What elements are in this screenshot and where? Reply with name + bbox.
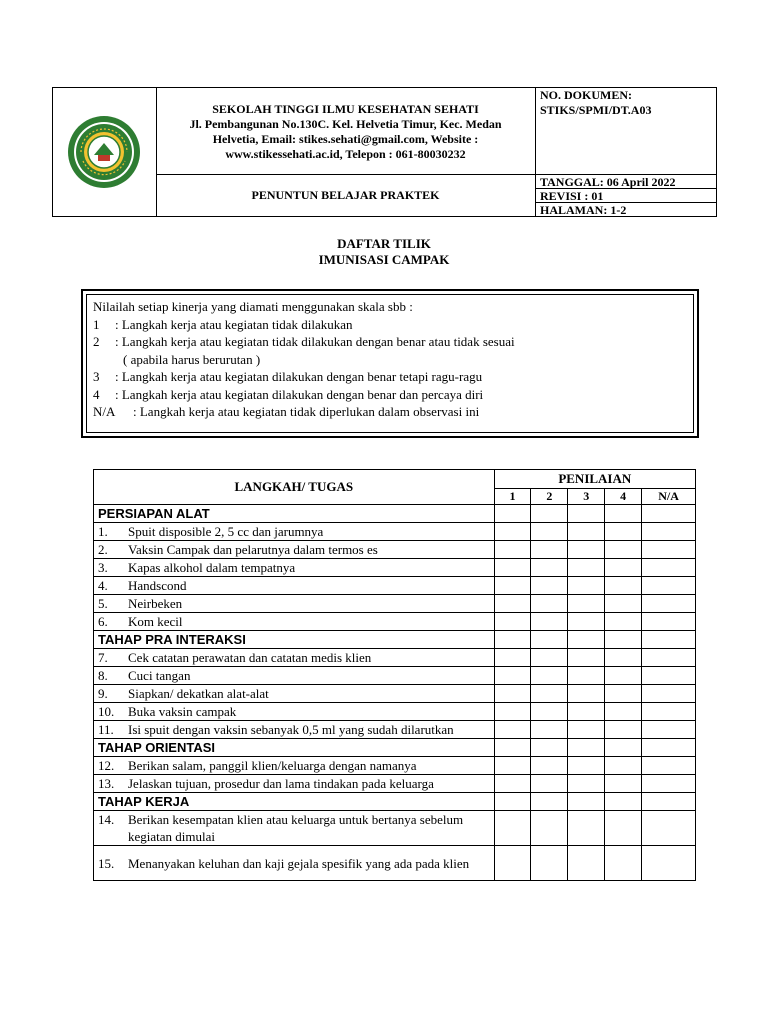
- task-text: Buka vaksin campak: [128, 703, 237, 719]
- score-cell[interactable]: [642, 667, 696, 685]
- score-cell[interactable]: [568, 793, 605, 811]
- scale-key: N/A: [93, 404, 116, 419]
- score-col-na: N/A: [642, 489, 696, 505]
- score-cell[interactable]: [494, 631, 531, 649]
- task-cell: [94, 613, 495, 631]
- task-text: Kom kecil: [128, 613, 183, 629]
- score-cell[interactable]: [568, 559, 605, 577]
- table-row: [94, 811, 696, 846]
- document-header: [52, 87, 717, 217]
- score-cell[interactable]: [531, 685, 568, 703]
- task-number: 3.: [98, 559, 108, 575]
- score-cell[interactable]: [494, 739, 531, 757]
- score-cell[interactable]: [494, 559, 531, 577]
- score-cell[interactable]: [605, 577, 642, 595]
- doc-title: PENUNTUN BELAJAR PRAKTEK: [156, 175, 536, 216]
- score-cell[interactable]: [568, 595, 605, 613]
- task-number: 6.: [98, 613, 108, 629]
- score-cell[interactable]: [605, 846, 642, 881]
- section-title: PERSIAPAN ALAT: [94, 505, 495, 523]
- task-cell: [94, 649, 495, 667]
- score-col-3: 3: [568, 489, 605, 505]
- table-row: [94, 846, 696, 881]
- scale-intro: Nilailah setiap kinerja yang diamati menggunakan skala sbb :: [93, 299, 413, 314]
- score-col-2: 2: [531, 489, 568, 505]
- score-cell[interactable]: [568, 739, 605, 757]
- score-cell[interactable]: [642, 595, 696, 613]
- checklist-table: [93, 469, 696, 881]
- scale-text: : Langkah kerja atau kegiatan dilakukan dengan benar tetapi ragu-ragu: [115, 369, 483, 384]
- scale-item: [93, 351, 687, 369]
- score-cell[interactable]: [494, 613, 531, 631]
- table-row: [94, 775, 696, 793]
- score-cell[interactable]: [605, 613, 642, 631]
- task-number: 9.: [98, 685, 108, 701]
- score-cell[interactable]: [494, 649, 531, 667]
- doc-number-cell: [536, 88, 716, 175]
- section-row: [94, 505, 696, 523]
- task-number: 13.: [98, 775, 115, 791]
- score-cell[interactable]: [605, 703, 642, 721]
- scale-item: [93, 386, 687, 404]
- section-title: TAHAP ORIENTASI: [94, 739, 495, 757]
- score-cell[interactable]: [605, 631, 642, 649]
- score-cell[interactable]: [568, 523, 605, 541]
- score-cell[interactable]: [642, 811, 696, 846]
- score-cell[interactable]: [531, 739, 568, 757]
- score-col-1: 1: [494, 489, 531, 505]
- address-line-2: Helvetia, Email: stikes.sehati@gmail.com, Website :: [212, 132, 479, 146]
- task-cell: [94, 846, 495, 881]
- rating-scale-inner: [86, 294, 694, 433]
- col-score-header: PENILAIAN: [494, 470, 695, 489]
- table-row: [94, 523, 696, 541]
- task-text: Handscond: [128, 577, 187, 593]
- score-cell[interactable]: [642, 739, 696, 757]
- scale-key: 1: [93, 316, 100, 332]
- score-cell[interactable]: [494, 811, 531, 846]
- score-cell[interactable]: [494, 685, 531, 703]
- section-row: [94, 739, 696, 757]
- task-number: 5.: [98, 595, 108, 611]
- score-cell[interactable]: [605, 811, 642, 846]
- score-cell[interactable]: [568, 577, 605, 595]
- score-cell[interactable]: [531, 631, 568, 649]
- task-text: Kapas alkohol dalam tempatnya: [128, 559, 296, 575]
- scale-text: : Langkah kerja atau kegiatan tidak dilakukan dengan benar atau tidak sesuai: [115, 334, 515, 349]
- institution-name: SEKOLAH TINGGI ILMU KESEHATAN SEHATI: [212, 102, 479, 116]
- score-cell[interactable]: [605, 523, 642, 541]
- task-cell: [94, 685, 495, 703]
- score-cell[interactable]: [531, 775, 568, 793]
- scale-key: 4: [93, 386, 100, 402]
- score-cell[interactable]: [568, 757, 605, 775]
- checklist-title: DAFTAR TILIK: [337, 236, 431, 251]
- institution-logo: [67, 115, 141, 189]
- task-number: 11.: [98, 721, 114, 737]
- scale-item: [93, 333, 687, 351]
- score-cell[interactable]: [642, 577, 696, 595]
- col-task-header: LANGKAH/ TUGAS: [94, 470, 495, 505]
- score-cell[interactable]: [568, 541, 605, 559]
- address-line-3: www.stikessehati.ac.id, Telepon : 061-80030232: [225, 147, 466, 161]
- score-cell[interactable]: [642, 541, 696, 559]
- score-cell[interactable]: [531, 523, 568, 541]
- score-cell[interactable]: [605, 667, 642, 685]
- task-number: 1.: [98, 523, 108, 539]
- task-cell: [94, 757, 495, 775]
- task-number: 4.: [98, 577, 108, 593]
- institution-info: [156, 88, 536, 175]
- scale-item: [93, 368, 687, 386]
- score-cell[interactable]: [568, 811, 605, 846]
- scale-item: [93, 403, 687, 421]
- task-text: Cuci tangan: [128, 667, 191, 683]
- table-row: [94, 685, 696, 703]
- score-cell[interactable]: [642, 523, 696, 541]
- score-cell[interactable]: [642, 649, 696, 667]
- score-cell[interactable]: [642, 775, 696, 793]
- score-cell[interactable]: [568, 846, 605, 881]
- scale-text: : Langkah kerja atau kegiatan dilakukan dengan benar dan percaya diri: [115, 386, 484, 402]
- score-cell[interactable]: [568, 613, 605, 631]
- score-cell[interactable]: [605, 595, 642, 613]
- score-cell[interactable]: [642, 793, 696, 811]
- table-row: [94, 721, 696, 739]
- task-number: 12.: [98, 757, 115, 773]
- score-cell[interactable]: [531, 613, 568, 631]
- task-text: Siapkan/ dekatkan alat-alat: [128, 685, 269, 701]
- score-cell[interactable]: [494, 541, 531, 559]
- score-cell[interactable]: [605, 649, 642, 667]
- task-number: 2.: [98, 541, 108, 557]
- score-cell[interactable]: [531, 846, 568, 881]
- score-cell[interactable]: [605, 775, 642, 793]
- score-cell[interactable]: [642, 685, 696, 703]
- score-cell[interactable]: [642, 757, 696, 775]
- doc-number-label: NO. DOKUMEN:: [540, 88, 632, 102]
- score-cell[interactable]: [531, 757, 568, 775]
- score-cell[interactable]: [494, 775, 531, 793]
- doc-number: STIKS/SPMI/DT.A03: [540, 103, 652, 117]
- score-cell[interactable]: [531, 559, 568, 577]
- score-cell[interactable]: [494, 595, 531, 613]
- task-number: 7.: [98, 649, 108, 665]
- scale-text: ( apabila harus berurutan ): [123, 351, 261, 367]
- score-cell[interactable]: [568, 667, 605, 685]
- score-cell[interactable]: [605, 739, 642, 757]
- task-text: Menanyakan keluhan dan kaji gejala spesifik yang ada pada klien: [128, 855, 470, 871]
- revision-field: REVISI : 01: [536, 189, 716, 203]
- task-cell: [94, 541, 495, 559]
- task-text: Berikan kesempatan klien atau keluarga untuk bertanya sebelum kegiatan dimulai: [128, 812, 464, 844]
- table-row: [94, 667, 696, 685]
- score-cell[interactable]: [568, 649, 605, 667]
- score-cell[interactable]: [568, 775, 605, 793]
- score-cell[interactable]: [568, 703, 605, 721]
- score-cell[interactable]: [568, 505, 605, 523]
- score-cell[interactable]: [531, 649, 568, 667]
- score-cell[interactable]: [642, 631, 696, 649]
- score-cell[interactable]: [568, 721, 605, 739]
- section-row: [94, 793, 696, 811]
- score-cell[interactable]: [642, 613, 696, 631]
- task-cell: [94, 595, 495, 613]
- task-cell: [94, 721, 495, 739]
- score-cell[interactable]: [531, 811, 568, 846]
- task-cell: [94, 775, 495, 793]
- score-cell[interactable]: [531, 703, 568, 721]
- task-text: Spuit disposible 2, 5 cc dan jarumnya: [128, 523, 324, 539]
- score-cell[interactable]: [494, 846, 531, 881]
- table-row: [94, 559, 696, 577]
- score-cell[interactable]: [494, 793, 531, 811]
- table-row: [94, 613, 696, 631]
- rating-scale-box: [81, 289, 699, 438]
- scale-key: 3: [93, 369, 100, 384]
- address-line-1: Jl. Pembangunan No.130C. Kel. Helvetia Timur, Kec. Medan: [189, 117, 502, 131]
- task-cell: [94, 559, 495, 577]
- task-text: Jelaskan tujuan, prosedur dan lama tindakan pada keluarga: [128, 775, 434, 791]
- score-cell[interactable]: [642, 721, 696, 739]
- score-cell[interactable]: [531, 667, 568, 685]
- task-number: 8.: [98, 667, 108, 683]
- table-row: [94, 595, 696, 613]
- score-cell[interactable]: [494, 505, 531, 523]
- score-cell[interactable]: [642, 703, 696, 721]
- section-title: TAHAP PRA INTERAKSI: [94, 631, 495, 649]
- score-cell[interactable]: [531, 793, 568, 811]
- task-cell: [94, 577, 495, 595]
- table-row: [94, 703, 696, 721]
- score-cell[interactable]: [605, 757, 642, 775]
- score-cell[interactable]: [494, 667, 531, 685]
- task-text: Isi spuit dengan vaksin sebanyak 0,5 ml yang sudah dilarutkan: [128, 721, 454, 737]
- scale-key: 2: [93, 334, 100, 349]
- task-number: 10.: [98, 703, 115, 719]
- score-cell[interactable]: [494, 703, 531, 721]
- table-row: [94, 541, 696, 559]
- task-text: Neirbeken: [128, 595, 183, 611]
- table-row: [94, 649, 696, 667]
- score-cell[interactable]: [605, 685, 642, 703]
- score-cell[interactable]: [642, 846, 696, 881]
- score-cell[interactable]: [642, 505, 696, 523]
- task-text: Berikan salam, panggil klien/keluarga dengan namanya: [128, 757, 417, 773]
- score-cell[interactable]: [494, 577, 531, 595]
- score-cell[interactable]: [531, 721, 568, 739]
- table-row: [94, 757, 696, 775]
- score-cell[interactable]: [531, 541, 568, 559]
- scale-text: : Langkah kerja atau kegiatan tidak dilakukan: [115, 316, 353, 332]
- section-title: TAHAP KERJA: [94, 793, 495, 811]
- scale-text: : Langkah kerja atau kegiatan tidak diperlukan dalam observasi ini: [133, 404, 480, 419]
- score-cell[interactable]: [605, 559, 642, 577]
- section-row: [94, 631, 696, 649]
- score-cell[interactable]: [568, 685, 605, 703]
- scale-item: [93, 316, 687, 334]
- task-text: Cek catatan perawatan dan catatan medis klien: [128, 649, 372, 665]
- table-row: [94, 577, 696, 595]
- logo-cell: [53, 88, 157, 216]
- task-number: 15.: [98, 855, 115, 871]
- task-cell: [94, 667, 495, 685]
- score-cell[interactable]: [531, 595, 568, 613]
- score-cell[interactable]: [494, 523, 531, 541]
- checklist-subtitle: IMUNISASI CAMPAK: [318, 252, 450, 267]
- date-field: TANGGAL: 06 April 2022: [536, 175, 716, 189]
- task-number: 14.: [98, 812, 115, 827]
- score-cell[interactable]: [494, 721, 531, 739]
- page-field: HALAMAN: 1-2: [540, 203, 627, 217]
- task-cell: [94, 811, 495, 846]
- score-cell[interactable]: [642, 559, 696, 577]
- score-cell[interactable]: [605, 721, 642, 739]
- score-cell[interactable]: [568, 631, 605, 649]
- task-cell: [94, 523, 495, 541]
- score-cell[interactable]: [494, 757, 531, 775]
- score-cell[interactable]: [605, 505, 642, 523]
- score-col-4: 4: [605, 489, 642, 505]
- score-cell[interactable]: [531, 577, 568, 595]
- task-cell: [94, 703, 495, 721]
- score-cell[interactable]: [531, 505, 568, 523]
- task-text: Vaksin Campak dan pelarutnya dalam termos es: [128, 541, 378, 557]
- score-cell[interactable]: [605, 541, 642, 559]
- score-cell[interactable]: [605, 793, 642, 811]
